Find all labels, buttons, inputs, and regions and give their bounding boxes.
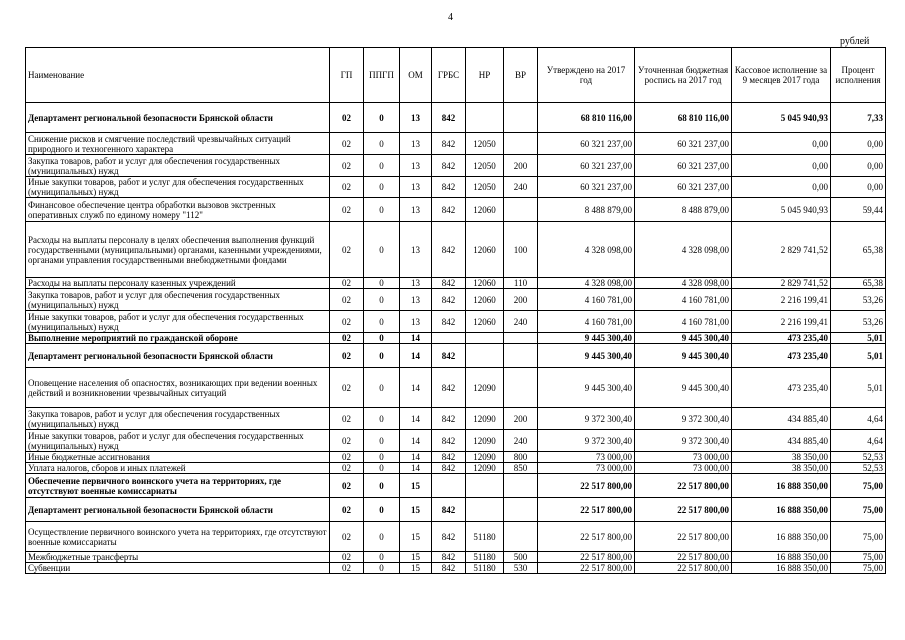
cell-vr: 850 — [504, 463, 538, 474]
header-revised: Уточненная бюджетная роспись на 2017 год — [635, 48, 732, 103]
cell-ppgp: 0 — [364, 498, 400, 522]
cell-ppgp: 0 — [364, 452, 400, 463]
cell-grbs: 842 — [432, 552, 466, 563]
cell-ppgp: 0 — [364, 155, 400, 177]
cell-revised: 73 000,00 — [635, 463, 732, 474]
cell-grbs: 842 — [432, 408, 466, 430]
cell-grbs: 842 — [432, 103, 466, 133]
cell-ppgp: 0 — [364, 198, 400, 222]
table-row — [26, 155, 886, 177]
cell-percent: 75,00 — [831, 474, 886, 498]
cell-approved: 4 160 781,00 — [538, 311, 635, 333]
cell-ppgp: 0 — [364, 222, 400, 278]
table-row — [26, 368, 886, 408]
cell-approved: 73 000,00 — [538, 452, 635, 463]
cell-gp: 02 — [330, 311, 364, 333]
cell-executed: 473 235,40 — [732, 344, 831, 368]
cell-approved: 60 321 237,00 — [538, 155, 635, 177]
cell-approved: 22 517 800,00 — [538, 552, 635, 563]
cell-gp: 02 — [330, 155, 364, 177]
cell-revised: 60 321 237,00 — [635, 177, 732, 198]
cell-name: Иные закупки товаров, работ и услуг для обеспечения государственных (муниципальных) нужд — [26, 430, 330, 452]
cell-revised: 8 488 879,00 — [635, 198, 732, 222]
header-approved: Утверждено на 2017 год — [538, 48, 635, 103]
table-row — [26, 522, 886, 552]
cell-approved: 9 372 300,40 — [538, 430, 635, 452]
cell-om: 13 — [400, 311, 432, 333]
cell-grbs: 842 — [432, 522, 466, 552]
cell-revised: 9 445 300,40 — [635, 333, 732, 344]
cell-vr — [504, 498, 538, 522]
cell-om: 14 — [400, 430, 432, 452]
cell-executed: 38 350,00 — [732, 452, 831, 463]
cell-approved: 60 321 237,00 — [538, 133, 635, 155]
cell-nr: 51180 — [466, 552, 504, 563]
cell-grbs: 842 — [432, 311, 466, 333]
cell-nr — [466, 498, 504, 522]
cell-nr: 12060 — [466, 198, 504, 222]
cell-vr — [504, 344, 538, 368]
cell-om: 14 — [400, 333, 432, 344]
cell-approved: 9 445 300,40 — [538, 344, 635, 368]
cell-name: Обеспечение первичного воинского учета на территориях, где отсутствуют военные комиссариаты — [26, 474, 330, 498]
cell-name: Расходы на выплаты персоналу в целях обеспечения выполнения функций государственными (муниципальными) органами, казенными учреждениями, органами управления государственными внебюджетными фондами — [26, 222, 330, 278]
cell-nr — [466, 333, 504, 344]
cell-om: 14 — [400, 368, 432, 408]
cell-grbs: 842 — [432, 463, 466, 474]
cell-ppgp: 0 — [364, 563, 400, 574]
cell-executed: 16 888 350,00 — [732, 522, 831, 552]
cell-percent: 4,64 — [831, 430, 886, 452]
cell-gp: 02 — [330, 452, 364, 463]
table-row — [26, 452, 886, 463]
cell-gp: 02 — [330, 103, 364, 133]
cell-revised: 9 372 300,40 — [635, 408, 732, 430]
cell-percent: 7,33 — [831, 103, 886, 133]
cell-name: Осуществление первичного воинского учета на территориях, где отсутствуют военные комиссариаты — [26, 522, 330, 552]
cell-revised: 4 160 781,00 — [635, 289, 732, 311]
cell-ppgp: 0 — [364, 463, 400, 474]
cell-grbs: 842 — [432, 368, 466, 408]
cell-nr: 12090 — [466, 368, 504, 408]
cell-revised: 60 321 237,00 — [635, 133, 732, 155]
cell-gp: 02 — [330, 563, 364, 574]
cell-grbs: 842 — [432, 133, 466, 155]
cell-executed: 16 888 350,00 — [732, 474, 831, 498]
cell-gp: 02 — [330, 552, 364, 563]
cell-percent: 75,00 — [831, 498, 886, 522]
cell-ppgp: 0 — [364, 344, 400, 368]
cell-revised: 22 517 800,00 — [635, 552, 732, 563]
cell-name: Иные закупки товаров, работ и услуг для обеспечения государственных (муниципальных) нужд — [26, 311, 330, 333]
cell-name: Оповещение населения об опасностях, возникающих при ведении военных действий и возникновении чрезвычайных ситуаций — [26, 368, 330, 408]
cell-grbs: 842 — [432, 452, 466, 463]
cell-nr: 12090 — [466, 430, 504, 452]
cell-name: Закупка товаров, работ и услуг для обеспечения государственных (муниципальных) нужд — [26, 155, 330, 177]
cell-approved: 8 488 879,00 — [538, 198, 635, 222]
table-row — [26, 344, 886, 368]
cell-revised: 73 000,00 — [635, 452, 732, 463]
budget-table-body — [26, 103, 886, 574]
cell-grbs: 842 — [432, 289, 466, 311]
cell-revised: 60 321 237,00 — [635, 155, 732, 177]
cell-executed: 5 045 940,93 — [732, 103, 831, 133]
cell-vr: 200 — [504, 408, 538, 430]
cell-vr: 530 — [504, 563, 538, 574]
cell-ppgp: 0 — [364, 103, 400, 133]
cell-percent: 75,00 — [831, 563, 886, 574]
cell-grbs: 842 — [432, 344, 466, 368]
table-row — [26, 563, 886, 574]
cell-vr — [504, 103, 538, 133]
cell-approved: 22 517 800,00 — [538, 522, 635, 552]
cell-vr: 500 — [504, 552, 538, 563]
cell-executed: 434 885,40 — [732, 408, 831, 430]
cell-name: Департамент региональной безопасности Брянской области — [26, 498, 330, 522]
cell-nr: 12050 — [466, 177, 504, 198]
cell-om: 13 — [400, 222, 432, 278]
header-name: Наименование — [26, 48, 330, 103]
cell-grbs: 842 — [432, 198, 466, 222]
cell-vr: 110 — [504, 278, 538, 289]
cell-approved: 9 445 300,40 — [538, 333, 635, 344]
cell-ppgp: 0 — [364, 333, 400, 344]
cell-om: 15 — [400, 474, 432, 498]
cell-nr: 12060 — [466, 278, 504, 289]
cell-approved: 22 517 800,00 — [538, 563, 635, 574]
cell-gp: 02 — [330, 289, 364, 311]
cell-percent: 5,01 — [831, 333, 886, 344]
cell-nr: 12060 — [466, 289, 504, 311]
table-row — [26, 222, 886, 278]
cell-vr: 240 — [504, 177, 538, 198]
cell-grbs: 842 — [432, 177, 466, 198]
cell-revised: 22 517 800,00 — [635, 498, 732, 522]
cell-executed: 2 829 741,52 — [732, 278, 831, 289]
cell-grbs — [432, 474, 466, 498]
cell-gp: 02 — [330, 463, 364, 474]
cell-approved: 68 810 116,00 — [538, 103, 635, 133]
cell-om: 13 — [400, 177, 432, 198]
cell-om: 15 — [400, 498, 432, 522]
table-row — [26, 333, 886, 344]
cell-percent: 65,38 — [831, 222, 886, 278]
cell-revised: 68 810 116,00 — [635, 103, 732, 133]
cell-name: Финансовое обеспечение центра обработки вызовов экстренных оперативных служб по единому номеру "112" — [26, 198, 330, 222]
table-row — [26, 198, 886, 222]
cell-ppgp: 0 — [364, 368, 400, 408]
cell-name: Расходы на выплаты персоналу казенных учреждений — [26, 278, 330, 289]
cell-percent: 53,26 — [831, 311, 886, 333]
table-row — [26, 552, 886, 563]
cell-approved: 4 328 098,00 — [538, 222, 635, 278]
page-number: 4 — [448, 12, 453, 23]
cell-nr: 51180 — [466, 522, 504, 552]
cell-revised: 9 445 300,40 — [635, 344, 732, 368]
cell-om: 14 — [400, 452, 432, 463]
cell-approved: 22 517 800,00 — [538, 474, 635, 498]
cell-vr — [504, 368, 538, 408]
cell-approved: 4 160 781,00 — [538, 289, 635, 311]
cell-nr: 51180 — [466, 563, 504, 574]
cell-percent: 52,53 — [831, 463, 886, 474]
cell-grbs: 842 — [432, 563, 466, 574]
table-row — [26, 474, 886, 498]
cell-vr — [504, 474, 538, 498]
cell-percent: 59,44 — [831, 198, 886, 222]
cell-om: 13 — [400, 133, 432, 155]
cell-nr: 12060 — [466, 311, 504, 333]
cell-percent: 0,00 — [831, 155, 886, 177]
cell-ppgp: 0 — [364, 133, 400, 155]
cell-approved: 9 372 300,40 — [538, 408, 635, 430]
cell-percent: 65,38 — [831, 278, 886, 289]
cell-name: Уплата налогов, сборов и иных платежей — [26, 463, 330, 474]
cell-nr — [466, 474, 504, 498]
header-grbs: ГРБС — [432, 48, 466, 103]
cell-vr — [504, 133, 538, 155]
cell-gp: 02 — [330, 198, 364, 222]
cell-name: Субвенции — [26, 563, 330, 574]
cell-name: Закупка товаров, работ и услуг для обеспечения государственных (муниципальных) нужд — [26, 408, 330, 430]
cell-executed: 0,00 — [732, 177, 831, 198]
cell-revised: 4 328 098,00 — [635, 278, 732, 289]
cell-grbs: 842 — [432, 498, 466, 522]
cell-approved: 4 328 098,00 — [538, 278, 635, 289]
cell-gp: 02 — [330, 278, 364, 289]
cell-nr — [466, 344, 504, 368]
header-vr: ВР — [504, 48, 538, 103]
cell-executed: 2 829 741,52 — [732, 222, 831, 278]
table-row — [26, 408, 886, 430]
cell-nr — [466, 103, 504, 133]
cell-ppgp: 0 — [364, 474, 400, 498]
cell-gp: 02 — [330, 498, 364, 522]
cell-executed: 0,00 — [732, 133, 831, 155]
cell-nr: 12090 — [466, 408, 504, 430]
cell-om: 14 — [400, 344, 432, 368]
cell-vr: 240 — [504, 430, 538, 452]
budget-table — [25, 47, 886, 574]
cell-grbs — [432, 333, 466, 344]
header-ppgp: ППГП — [364, 48, 400, 103]
cell-ppgp: 0 — [364, 552, 400, 563]
cell-revised: 22 517 800,00 — [635, 563, 732, 574]
cell-ppgp: 0 — [364, 311, 400, 333]
cell-ppgp: 0 — [364, 177, 400, 198]
table-row — [26, 311, 886, 333]
cell-gp: 02 — [330, 344, 364, 368]
cell-name: Департамент региональной безопасности Брянской области — [26, 344, 330, 368]
cell-executed: 473 235,40 — [732, 333, 831, 344]
header-nr: НР — [466, 48, 504, 103]
cell-ppgp: 0 — [364, 430, 400, 452]
header-percent: Процент исполнения — [831, 48, 886, 103]
cell-om: 13 — [400, 289, 432, 311]
cell-executed: 434 885,40 — [732, 430, 831, 452]
table-row — [26, 463, 886, 474]
cell-approved: 73 000,00 — [538, 463, 635, 474]
cell-om: 15 — [400, 563, 432, 574]
cell-vr: 100 — [504, 222, 538, 278]
header-om: ОМ — [400, 48, 432, 103]
table-row — [26, 278, 886, 289]
cell-executed: 16 888 350,00 — [732, 563, 831, 574]
cell-vr: 240 — [504, 311, 538, 333]
cell-gp: 02 — [330, 474, 364, 498]
cell-vr: 200 — [504, 289, 538, 311]
cell-gp: 02 — [330, 222, 364, 278]
cell-nr: 12060 — [466, 222, 504, 278]
cell-revised: 22 517 800,00 — [635, 522, 732, 552]
cell-om: 13 — [400, 155, 432, 177]
cell-percent: 52,53 — [831, 452, 886, 463]
cell-om: 14 — [400, 408, 432, 430]
table-row — [26, 498, 886, 522]
cell-ppgp: 0 — [364, 289, 400, 311]
cell-percent: 75,00 — [831, 522, 886, 552]
cell-nr: 12090 — [466, 452, 504, 463]
units-label: рублей — [840, 36, 870, 47]
cell-name: Иные закупки товаров, работ и услуг для обеспечения государственных (муниципальных) нужд — [26, 177, 330, 198]
table-row — [26, 289, 886, 311]
cell-executed: 16 888 350,00 — [732, 498, 831, 522]
cell-vr: 200 — [504, 155, 538, 177]
cell-om: 13 — [400, 278, 432, 289]
cell-nr: 12050 — [466, 155, 504, 177]
cell-grbs: 842 — [432, 430, 466, 452]
cell-name: Иные бюджетные ассигнования — [26, 452, 330, 463]
cell-executed: 5 045 940,93 — [732, 198, 831, 222]
cell-executed: 473 235,40 — [732, 368, 831, 408]
cell-vr: 800 — [504, 452, 538, 463]
cell-executed: 0,00 — [732, 155, 831, 177]
cell-name: Закупка товаров, работ и услуг для обеспечения государственных (муниципальных) нужд — [26, 289, 330, 311]
cell-name: Выполнение мероприятий по гражданской обороне — [26, 333, 330, 344]
cell-gp: 02 — [330, 133, 364, 155]
cell-vr — [504, 522, 538, 552]
cell-ppgp: 0 — [364, 278, 400, 289]
cell-gp: 02 — [330, 408, 364, 430]
cell-vr — [504, 198, 538, 222]
cell-grbs: 842 — [432, 278, 466, 289]
cell-om: 13 — [400, 198, 432, 222]
table-row — [26, 430, 886, 452]
cell-revised: 4 328 098,00 — [635, 222, 732, 278]
cell-revised: 9 372 300,40 — [635, 430, 732, 452]
cell-approved: 60 321 237,00 — [538, 177, 635, 198]
cell-om: 13 — [400, 103, 432, 133]
table-row — [26, 133, 886, 155]
cell-executed: 16 888 350,00 — [732, 552, 831, 563]
cell-revised: 22 517 800,00 — [635, 474, 732, 498]
cell-revised: 4 160 781,00 — [635, 311, 732, 333]
cell-nr: 12090 — [466, 463, 504, 474]
cell-grbs: 842 — [432, 155, 466, 177]
cell-om: 15 — [400, 552, 432, 563]
cell-percent: 0,00 — [831, 177, 886, 198]
cell-name: Межбюджетные трансферты — [26, 552, 330, 563]
cell-ppgp: 0 — [364, 522, 400, 552]
header-gp: ГП — [330, 48, 364, 103]
cell-gp: 02 — [330, 430, 364, 452]
cell-executed: 2 216 199,41 — [732, 289, 831, 311]
cell-grbs: 842 — [432, 222, 466, 278]
cell-ppgp: 0 — [364, 408, 400, 430]
cell-percent: 5,01 — [831, 344, 886, 368]
table-row — [26, 177, 886, 198]
cell-gp: 02 — [330, 368, 364, 408]
cell-om: 15 — [400, 522, 432, 552]
cell-gp: 02 — [330, 333, 364, 344]
cell-approved: 9 445 300,40 — [538, 368, 635, 408]
cell-executed: 2 216 199,41 — [732, 311, 831, 333]
table-row — [26, 103, 886, 133]
cell-percent: 5,01 — [831, 368, 886, 408]
header-executed: Кассовое исполнение за 9 месяцев 2017 года — [732, 48, 831, 103]
cell-revised: 9 445 300,40 — [635, 368, 732, 408]
cell-approved: 22 517 800,00 — [538, 498, 635, 522]
cell-gp: 02 — [330, 177, 364, 198]
cell-name: Снижение рисков и смягчение последствий чрезвычайных ситуаций природного и техногенного характера — [26, 133, 330, 155]
cell-percent: 4,64 — [831, 408, 886, 430]
cell-gp: 02 — [330, 522, 364, 552]
cell-vr — [504, 333, 538, 344]
cell-percent: 0,00 — [831, 133, 886, 155]
cell-executed: 38 350,00 — [732, 463, 831, 474]
cell-percent: 75,00 — [831, 552, 886, 563]
cell-nr: 12050 — [466, 133, 504, 155]
table-header-row — [26, 48, 886, 103]
cell-om: 14 — [400, 463, 432, 474]
cell-percent: 53,26 — [831, 289, 886, 311]
cell-name: Департамент региональной безопасности Брянской области — [26, 103, 330, 133]
